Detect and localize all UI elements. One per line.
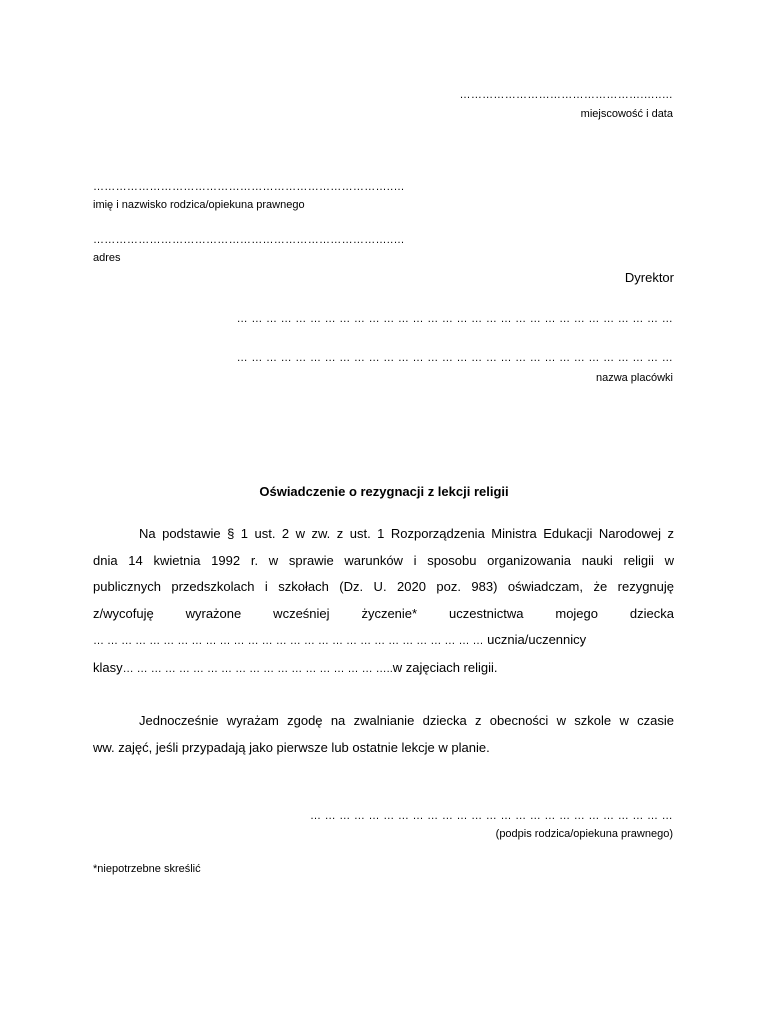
address-label: adres [93, 252, 121, 264]
student-label: ucznia/uczennicy [483, 632, 587, 647]
paragraph1-line1: Na podstawie § 1 ust. 2 w zw. z ust. 1 Rozporządzenia Ministra Edukacji Narodowej z [139, 526, 674, 541]
paragraph2-line1: Jednocześnie wyrażam zgodę na zwalnianie dziecka z obecności w szkole w czasie [139, 713, 674, 728]
document-title: Oświadczenie o rezygnacji z lekcji religii [259, 484, 509, 499]
paragraph1-line4: z/wycofuję wyrażone wcześniej życzenie* uczestnictwa mojego dziecka [93, 605, 674, 621]
footnote: *niepotrzebne skreślić [93, 863, 201, 875]
institution-label: nazwa placówki [595, 372, 673, 384]
paragraph1-line3: publicznych przedszkolach i szkołach (Dz. U. 2020 poz. 983) oświadczam, że rezygnuję [93, 579, 674, 594]
institution-dots-line2: … … … … … … … … … … … … … … … … … … … … … … … … … … … … … … [236, 352, 673, 364]
consent-paragraph [93, 708, 674, 761]
signature-dots: … … … … … … … … … … … … … … … … … … … … … … … … … [309, 810, 673, 822]
paragraph1-line6 [93, 655, 674, 683]
paragraph2-line2: ww. zajęć, jeśli przypadają jako pierwsze lub ostatnie lekcje w planie. [93, 739, 490, 755]
religion-lessons-text: w zajęciach religii. [392, 659, 498, 675]
paragraph1-line2: dnia 14 kwietnia 1992 r. w sprawie warunków i sposobu organizowania nauki religii w [93, 552, 674, 568]
parent-name-label: imię i nazwisko rodzica/opiekuna prawnego [93, 199, 305, 211]
parent-name-dots: ……………………………………………………………………..… [93, 181, 405, 193]
paragraph1-line5 [93, 627, 674, 655]
child-name-dots: … … … … … … … … … … … … … … … … … … … … … … … … … … … … [93, 635, 484, 647]
place-date-dots: ………………………………………….…..… [459, 89, 673, 101]
recipient-title: Dyrektor [624, 270, 674, 285]
signature-label: (podpis rodzica/opiekuna prawnego) [495, 828, 673, 840]
declaration-paragraph [93, 521, 674, 682]
institution-dots-line1: … … … … … … … … … … … … … … … … … … … … … … … … … … … … … … [236, 313, 673, 325]
class-dots: … … … … … … … … … … … … … … … … … … ….. [122, 662, 393, 675]
address-dots: ……………………………………………………………………..… [93, 234, 405, 246]
class-label: klasy [93, 659, 123, 675]
place-date-label: miejscowość i data [580, 108, 673, 120]
